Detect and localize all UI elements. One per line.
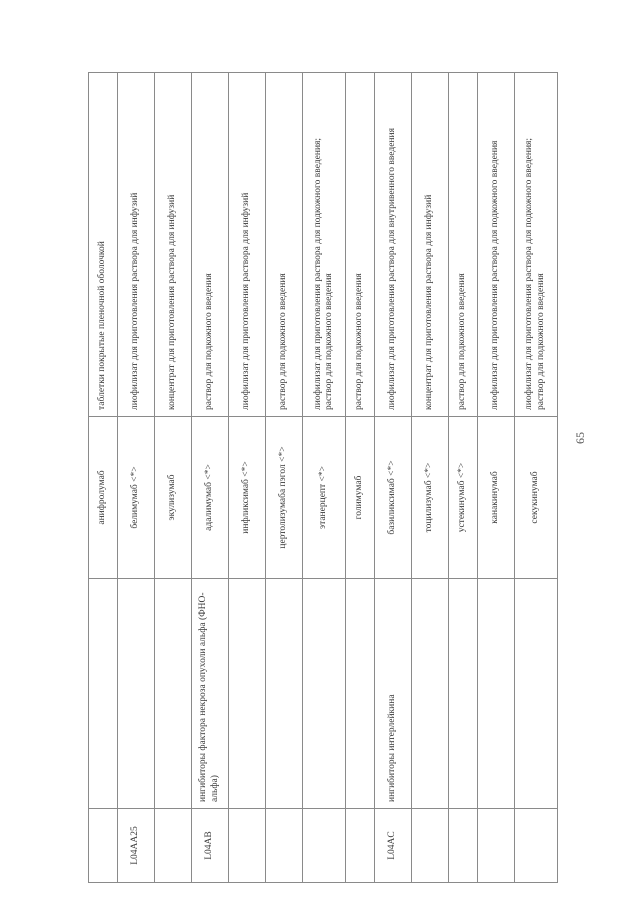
table-row [514,73,557,883]
drug-name-cell: устекинумаб <*> [448,417,477,579]
dosage-form-cell: лиофилизат для приготовления раствора для внутривенного введения [374,73,411,417]
atc-code-cell: L04AA25 [117,809,154,883]
dosage-form-cell: раствор для подкожного введения [346,73,375,417]
pharmacological-group-cell: ингибиторы интерлейкина [374,579,411,809]
atc-code-cell [346,809,375,883]
table-row [302,73,345,883]
table-row [154,73,191,883]
drug-name-cell: экулизумаб [154,417,191,579]
pharmacological-group-cell [154,579,191,809]
drug-name-cell: цертолизумаба пэгол <*> [265,417,302,579]
dosage-form-cell: раствор для подкожного введения [191,73,228,417]
drug-table [88,72,558,883]
pharmacological-group-cell [302,579,345,809]
table-row [448,73,477,883]
table-row [117,73,154,883]
dosage-form-cell: лиофилизат для приготовления раствора для подкожного введения; раствор для подкожного введения [302,73,345,417]
drug-name-cell: белимумаб <*> [117,417,154,579]
dosage-form-cell: концентрат для приготовления раствора для инфузий [154,73,191,417]
rotated-content [88,73,558,883]
drug-table-body [89,73,558,883]
page-number: 65 [573,432,587,444]
drug-name-cell: тоцилизумаб <*> [411,417,448,579]
atc-code-cell [228,809,265,883]
table-row [228,73,265,883]
drug-name-cell: базиликсимаб <*> [374,417,411,579]
atc-code-cell [154,809,191,883]
dosage-form-cell: лиофилизат для приготовления раствора для подкожного введения [477,73,514,417]
drug-name-cell: анифролумаб [89,417,118,579]
dosage-form-cell: концентрат для приготовления раствора для инфузий [411,73,448,417]
atc-code-cell [89,809,118,883]
atc-code-cell [411,809,448,883]
table-row [89,73,118,883]
drug-name-cell: инфликсимаб <*> [228,417,265,579]
dosage-form-cell: лиофилизат для приготовления раствора для инфузий [117,73,154,417]
atc-code-cell [514,809,557,883]
dosage-form-cell: лиофилизат для приготовления раствора для подкожного введения; раствор для подкожного введения [514,73,557,417]
pharmacological-group-cell [448,579,477,809]
atc-code-cell [477,809,514,883]
pharmacological-group-cell [346,579,375,809]
table-row [477,73,514,883]
table-row [411,73,448,883]
atc-code-cell [448,809,477,883]
drug-name-cell: голимумаб [346,417,375,579]
pharmacological-group-cell [411,579,448,809]
drug-name-cell: канакинумаб [477,417,514,579]
table-row [191,73,228,883]
drug-name-cell: секукинумаб [514,417,557,579]
table-row [374,73,411,883]
pharmacological-group-cell [265,579,302,809]
pharmacological-group-cell [228,579,265,809]
atc-code-cell: L04AB [191,809,228,883]
pharmacological-group-cell [89,579,118,809]
drug-name-cell: этанерцепт <*> [302,417,345,579]
pharmacological-group-cell [477,579,514,809]
dosage-form-cell: раствор для подкожного введения [448,73,477,417]
table-row [346,73,375,883]
atc-code-cell: L04AC [374,809,411,883]
atc-code-cell [265,809,302,883]
pharmacological-group-cell [117,579,154,809]
dosage-form-cell: лиофилизат для приготовления раствора для инфузий [228,73,265,417]
atc-code-cell [302,809,345,883]
pharmacological-group-cell [514,579,557,809]
dosage-form-cell: таблетки покрытые пленочной оболочкой [89,73,118,417]
drug-name-cell: адалимумаб <*> [191,417,228,579]
table-row [265,73,302,883]
pharmacological-group-cell: ингибиторы фактора некроза опухоли альфа (ФНО-альфа) [191,579,228,809]
dosage-form-cell: раствор для подкожного введения [265,73,302,417]
